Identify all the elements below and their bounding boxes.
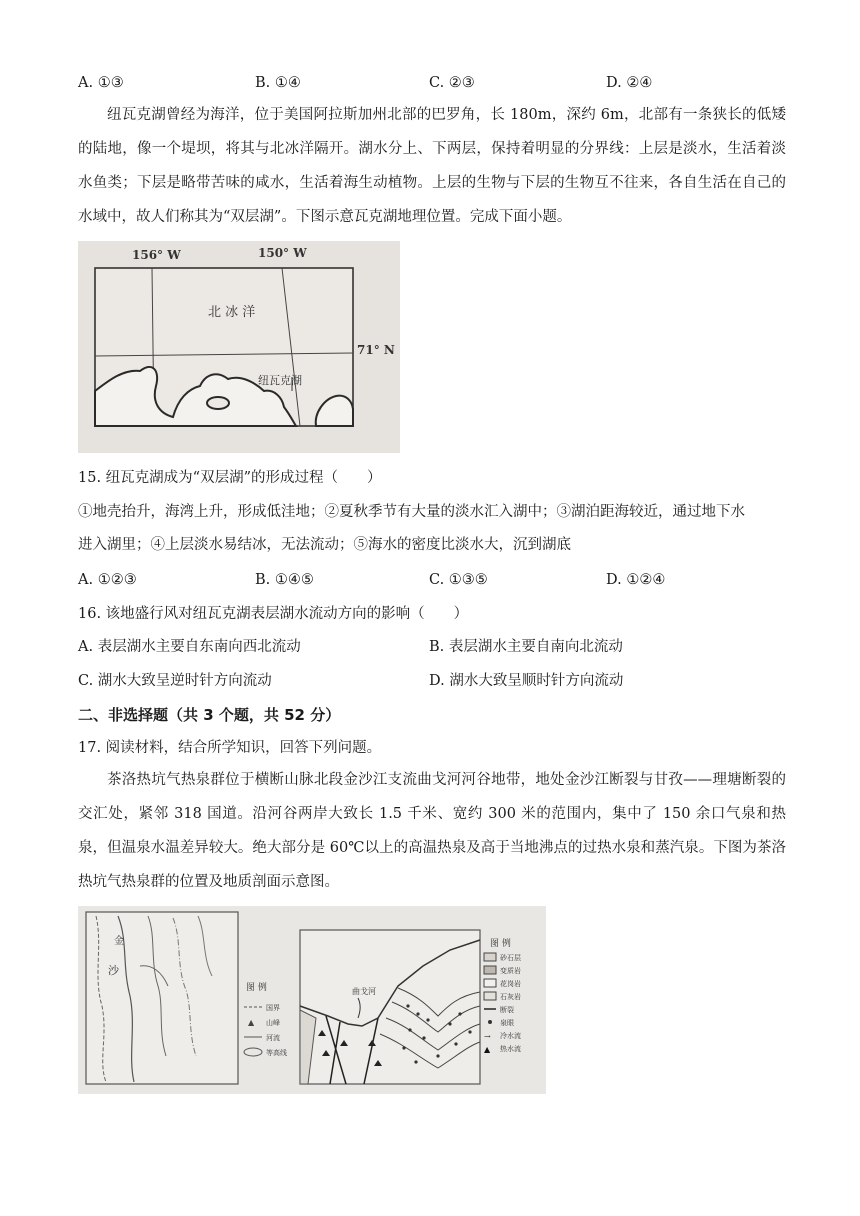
legend-granite: 花岗岩 <box>500 980 521 988</box>
section2-title: 二、非选择题（共 3 个题，共 52 分） <box>78 706 341 724</box>
q15-line2: 进入湖里；④上层淡水易结冰，无法流动；⑤海水的密度比淡水大，沉到湖底 <box>78 537 571 553</box>
legend-swatch-spring <box>488 1020 492 1024</box>
legend-spring: 泉眼 <box>500 1019 514 1027</box>
label-150w: 150° W <box>258 246 307 260</box>
newark-lake-shape <box>207 397 229 409</box>
option-d: D. ①②④ <box>606 572 666 588</box>
label-arctic-ocean: 北 冰 洋 <box>208 305 256 320</box>
figure-hot-spring-drawing <box>78 906 546 1094</box>
option-a: A. ①②③ <box>78 572 137 588</box>
q16-option-d: D. 湖水大致呈顺时针方向流动 <box>429 673 624 689</box>
geological-section <box>300 930 480 1084</box>
legend-cold-flow: 冷水流 <box>500 1032 521 1040</box>
legend-border: 国界 <box>266 1004 280 1012</box>
section-frame <box>300 930 480 1084</box>
option-b: B. ①④⑤ <box>255 572 314 588</box>
label-jin: 金 <box>114 936 124 947</box>
q16-stem: 16. 该地盛行风对纽瓦克湖表层湖水流动方向的影响（ ） <box>78 606 469 622</box>
legend-swatch-granite <box>484 979 496 987</box>
legend-contour: 等高线 <box>266 1049 287 1057</box>
legend-river: 河流 <box>266 1034 280 1042</box>
map-newark-lake <box>78 241 400 453</box>
q16-option-a: A. 表层湖水主要自东南向西北流动 <box>78 639 301 655</box>
peak-icon: ▲ <box>248 1018 255 1027</box>
section-legend <box>484 937 521 1054</box>
q17-stem: 17. 阅读材料，结合所学知识，回答下列问题。 <box>78 740 382 756</box>
q15-line1: ①地壳抬升，海湾上升，形成低洼地；②夏秋季节有大量的淡水汇入湖中；③湖泊距海较近，通过地下水 <box>78 504 745 520</box>
hot-flow-icon: ▲ <box>484 1045 491 1054</box>
location-legend-title: 图 例 <box>246 983 267 993</box>
legend-limestone: 石灰岩 <box>500 993 521 1001</box>
legend-swatch-sand <box>484 953 496 961</box>
q15-stem: 15. 纽瓦克湖成为“双层湖”的形成过程（ ） <box>78 470 382 486</box>
label-newark-lake: 纽瓦克湖 <box>258 374 302 387</box>
passage-lake-text: 纽瓦克湖曾经为海洋，位于美国阿拉斯加州北部的巴罗角，长 180m，深约 6m，北部有一条狭长的低矮的陆地，像一个堤坝，将其与北冰洋隔开。湖水分上、下两层，保持着明显的分界线：上层是淡水，生活着淡水鱼类；下层是略带苦味的咸水，生活着海生动植物。上层的生物与下层的生物互不往来，各自生活在自己的水域中，故人们称其为“双层湖”。下图示意瓦克湖地理位置。完成下面小题。 <box>78 107 786 225</box>
legend-peak: 山峰 <box>266 1019 280 1027</box>
location-map-frame <box>86 912 238 1084</box>
legend-fault: 断裂 <box>500 1006 514 1014</box>
legend-hot-flow: 热水流 <box>500 1045 521 1053</box>
label-sha: 沙 <box>108 964 119 977</box>
legend-metamorphic: 变质岩 <box>500 967 521 975</box>
option-c: C. ②③ <box>429 75 475 91</box>
option-b: B. ①④ <box>255 75 301 91</box>
map-newark-lake-drawing <box>78 241 400 453</box>
option-c: C. ①③⑤ <box>429 572 488 588</box>
passage-lake <box>78 98 786 234</box>
section-legend-title: 图 例 <box>490 939 511 949</box>
label-quge-river: 曲戈河 <box>352 987 376 996</box>
option-d: D. ②④ <box>606 75 653 91</box>
passage-hot-spring <box>78 763 786 899</box>
passage-hot-spring-text: 茶洛热坑气热泉群位于横断山脉北段金沙江支流曲戈河河谷地带，地处金沙江断裂与甘孜——理塘断裂的交汇处，紧邻 318 国道。沿河谷两岸大致长 1.5 千米、宽约 300 米的范围内，集中了 150 余口气泉和热泉，但温泉水温差异较大。绝大部分是 60℃以上的高温热泉及高于当地沸点的过热水泉和蒸汽泉。下图为茶洛热坑气热泉群的位置及地质剖面示意图。 <box>78 772 786 890</box>
label-71n: 71° N <box>357 343 395 357</box>
legend-swatch-limestone <box>484 992 496 1000</box>
label-156w: 156° W <box>132 248 181 262</box>
q16-option-b: B. 表层湖水主要自南向北流动 <box>429 639 623 655</box>
cold-flow-icon: → <box>484 1032 491 1041</box>
q16-option-c: C. 湖水大致呈逆时针方向流动 <box>78 673 272 689</box>
figure-hot-spring <box>78 906 546 1094</box>
legend-sand: 砂石层 <box>500 954 521 962</box>
legend-swatch-metamorphic <box>484 966 496 974</box>
option-a: A. ①③ <box>78 75 124 91</box>
